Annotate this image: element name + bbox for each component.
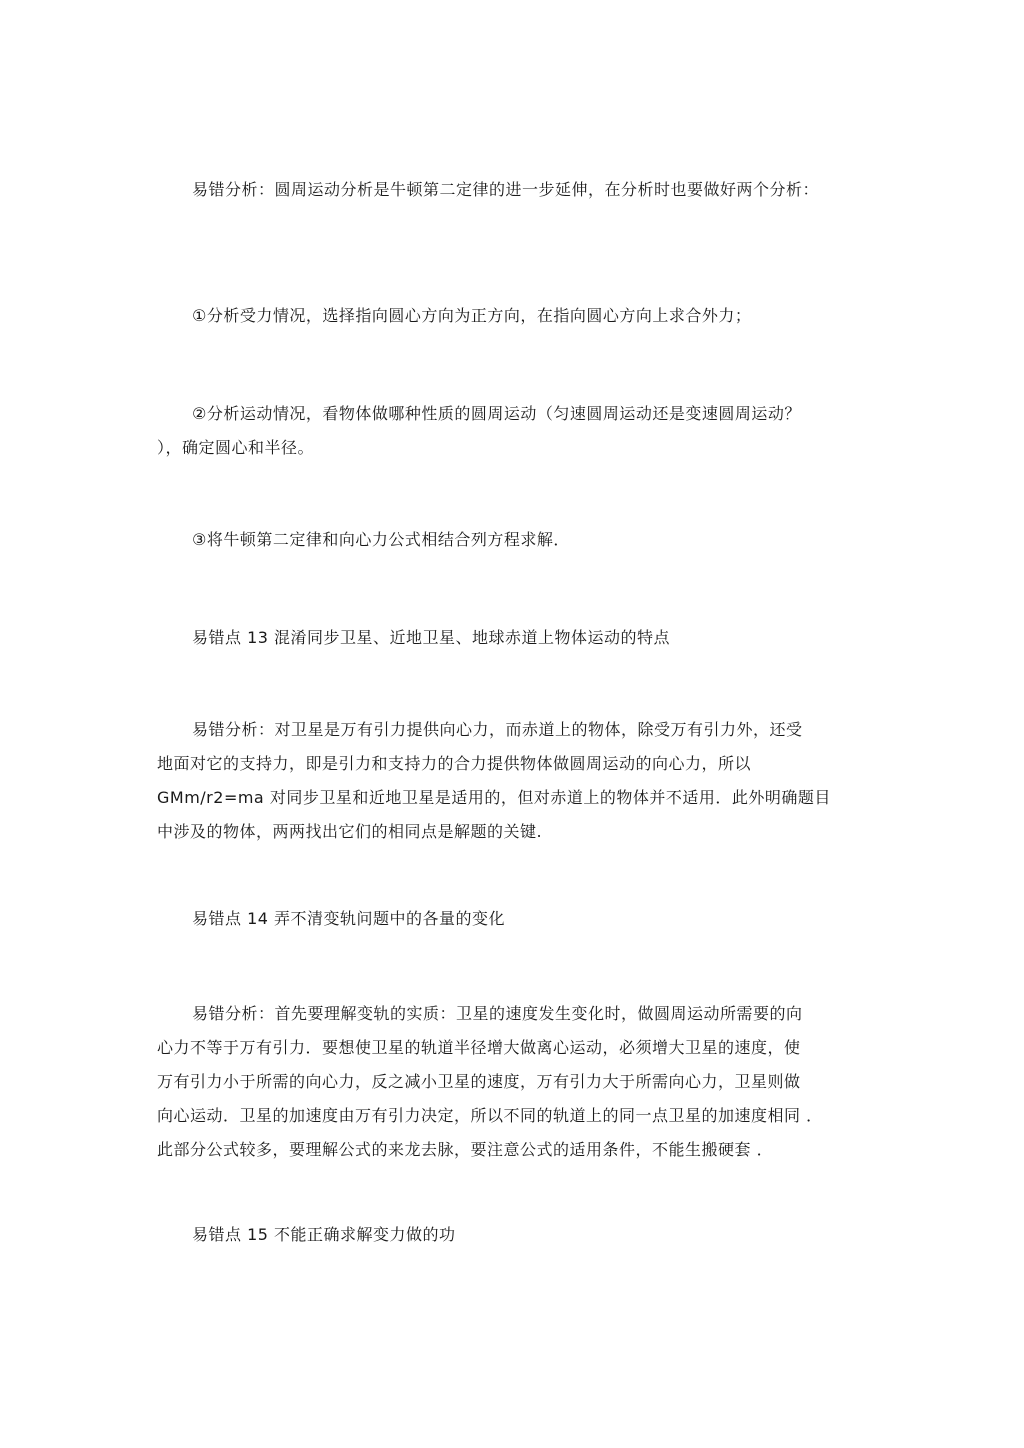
paragraph-analysis-13-line: GMm/r2=ma 对同步卫星和近地卫星是适用的，但对赤道上的物体并不适用．此外明确题目 [157,788,831,807]
heading-error-point-15: 易错点 15 不能正确求解变力做的功 [192,1225,456,1244]
paragraph-analysis-14-line: 心力不等于万有引力．要想使卫星的轨道半径增大做离心运动，必须增大卫星的速度，使 [157,1038,801,1057]
paragraph-step-1: ①分析受力情况，选择指向圆心方向为正方向，在指向圆心方向上求合外力； [192,306,752,325]
paragraph-analysis-14 [157,997,823,1167]
paragraph-analysis-13 [157,713,831,849]
heading-error-point-13: 易错点 13 混淆同步卫星、近地卫星、地球赤道上物体运动的特点 [192,628,671,647]
paragraph-analysis-intro: 易错分析：圆周运动分析是牛顿第二定律的进一步延伸，在分析时也要做好两个分析： [192,180,820,199]
paragraph-analysis-13-line: 地面对它的支持力，即是引力和支持力的合力提供物体做圆周运动的向心力，所以 [157,754,752,773]
heading-error-point-14: 易错点 14 弄不清变轨问题中的各量的变化 [192,909,506,928]
paragraph-step-3: ③将牛顿第二定律和向心力公式相结合列方程求解． [192,530,570,549]
paragraph-analysis-13-line: 易错分析：对卫星是万有引力提供向心力，而赤道上的物体，除受万有引力外，还受 [192,720,803,739]
paragraph-analysis-14-line: 万有引力小于所需的向心力，反之减小卫星的速度，万有引力大于所需向心力，卫星则做 [157,1072,801,1091]
paragraph-analysis-13-line: 中涉及的物体，两两找出它们的相同点是解题的关键. [157,822,543,841]
paragraph-analysis-14-line: 向心运动．卫星的加速度由万有引力决定，所以不同的轨道上的同一点卫星的加速度相同 ． [157,1106,823,1125]
paragraph-analysis-14-line: 此部分公式较多，要理解公式的来龙去脉，要注意公式的适用条件，不能生搬硬套 ． [157,1140,774,1159]
paragraph-analysis-14-line: 易错分析：首先要理解变轨的实质：卫星的速度发生变化时，做圆周运动所需要的向 [192,1004,803,1023]
paragraph-step-2-line: ），确定圆心和半径。 [157,438,315,457]
paragraph-step-2 [157,397,801,465]
paragraph-step-2-line: ②分析运动情况，看物体做哪种性质的圆周运动（匀速圆周运动还是变速圆周运动？ [192,404,801,423]
